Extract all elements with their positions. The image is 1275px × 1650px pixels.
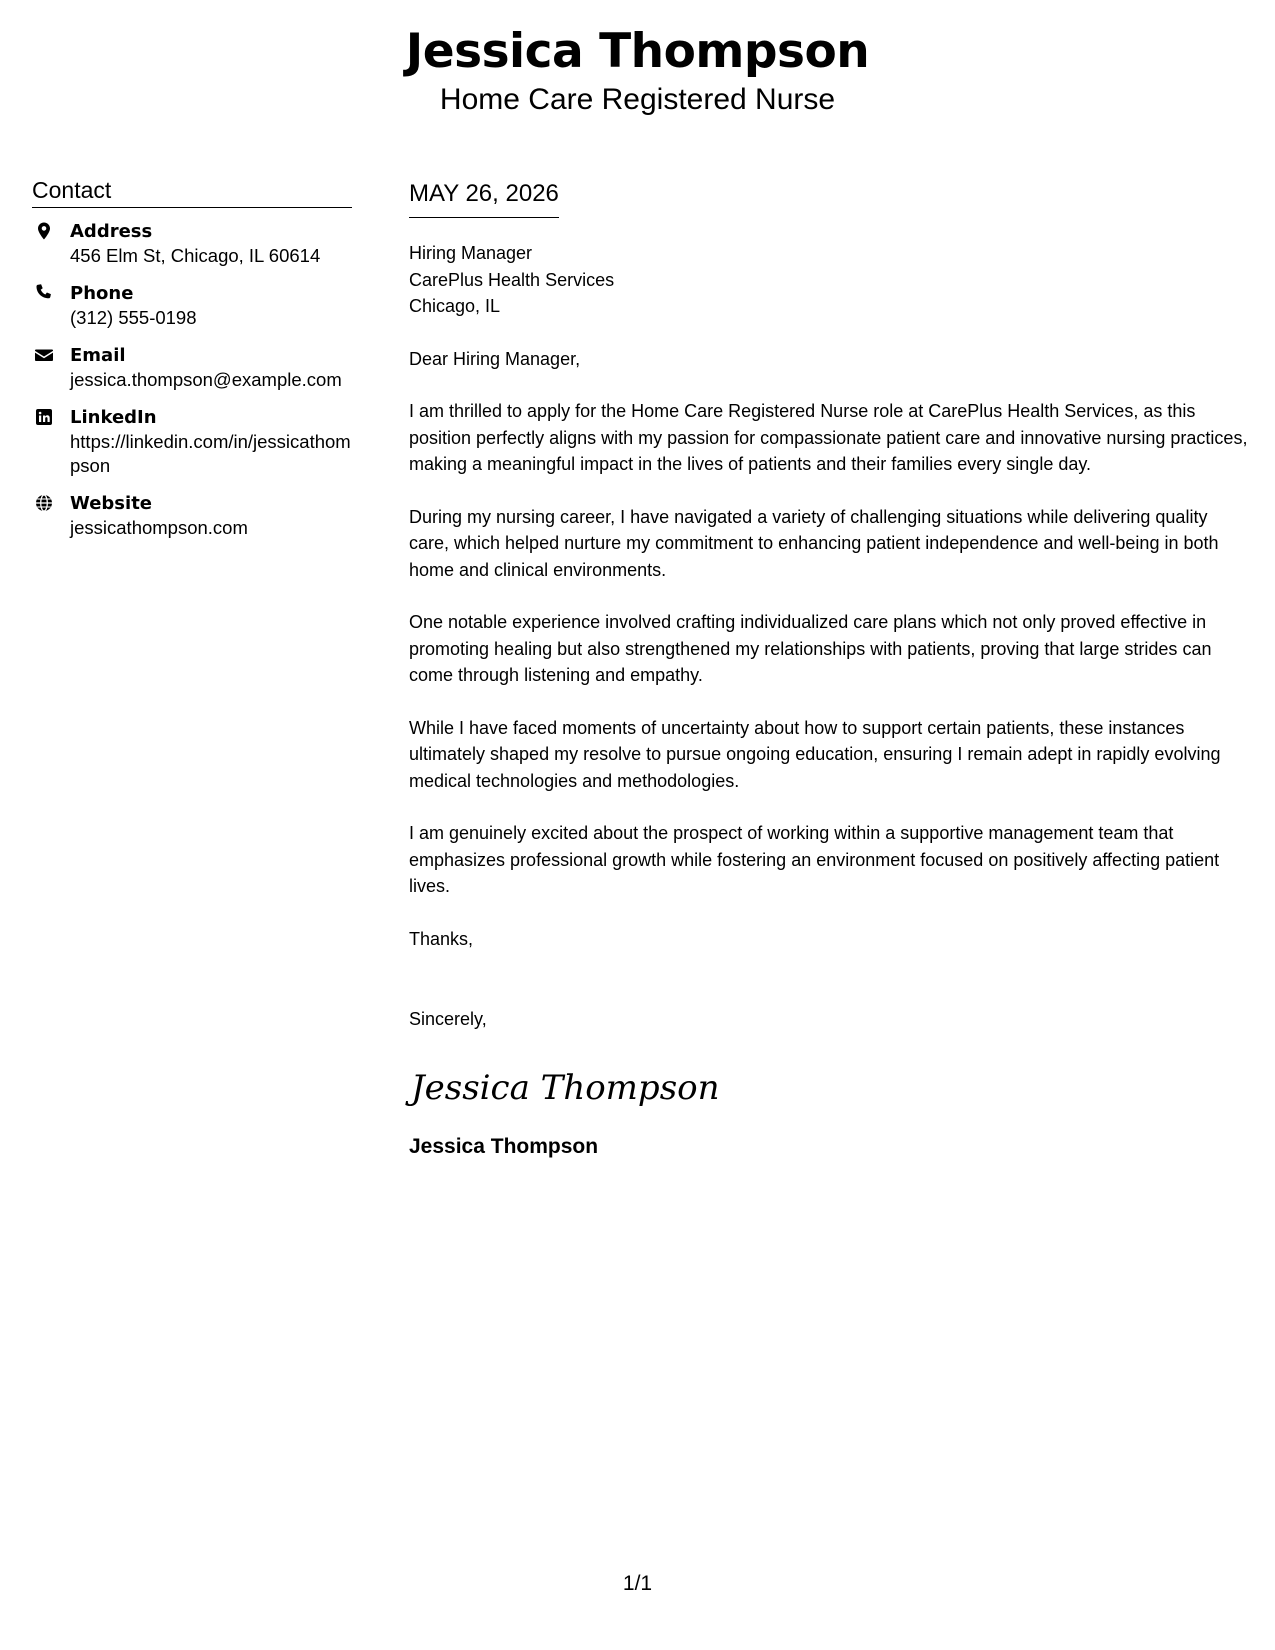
- email-value[interactable]: jessica.thompson@example.com: [70, 369, 342, 390]
- letter-paragraph: One notable experience involved crafting individualized care plans which not only proved effective in promoting healing but also strengthened my relationships with patients, proving that large strides can come through listening and empathy.: [409, 612, 1212, 685]
- cover-letter-body: [409, 178, 1249, 1161]
- contact-label: Phone: [70, 283, 134, 304]
- linkedin-value[interactable]: https://linkedin.com/in/jessicathompson: [70, 431, 351, 476]
- contact-item-phone: [32, 282, 352, 330]
- letter-paragraph: I am thrilled to apply for the Home Care Registered Nurse role at CarePlus Health Services, as this position perfectly aligns with my passion for compassionate patient care and innovative nursing practices, making a meaningful impact in the lives of patients and their families every single day.: [409, 401, 1248, 474]
- letter-signoff: Sincerely,: [409, 1009, 487, 1029]
- contact-sidebar: [32, 176, 352, 554]
- resume-header: [0, 22, 1275, 118]
- contact-list: [32, 220, 352, 540]
- linkedin-icon: [34, 407, 54, 427]
- letter-date: MAY 26, 2026: [409, 178, 559, 218]
- recipient-location: Chicago, IL: [409, 296, 501, 316]
- applicant-name: Jessica Thompson: [405, 24, 870, 79]
- contact-item-website: [32, 492, 352, 540]
- signed-name: Jessica Thompson: [409, 1134, 599, 1158]
- letter-paragraph: I am genuinely excited about the prospect of working within a supportive management team that emphasizes professional growth while fostering an environment focused on positively affecting patient lives.: [409, 823, 1220, 896]
- phone-value: (312) 555-0198: [70, 307, 197, 328]
- recipient-block: [409, 240, 1249, 320]
- handwritten-signature: [409, 1059, 720, 1119]
- globe-icon: [34, 493, 54, 513]
- contact-heading: Contact: [32, 176, 352, 208]
- recipient-title: Hiring Manager: [409, 243, 533, 263]
- signature-text: Jessica Thompson: [411, 1067, 720, 1108]
- website-value[interactable]: jessicathompson.com: [70, 517, 248, 538]
- contact-label: Address: [70, 221, 153, 242]
- signature-graphic: [409, 1059, 720, 1119]
- letter-paragraph: While I have faced moments of uncertainty about how to support certain patients, these instances ultimately shaped my resolve to pursue ongoing education, ensuring I remain adept in rapidly evolving medical technologies and methodologies.: [409, 717, 1221, 791]
- contact-label: Email: [70, 345, 126, 366]
- contact-item-address: [32, 220, 352, 268]
- letter-closing: Thanks,: [409, 928, 474, 949]
- address-value: 456 Elm St, Chicago, IL 60614: [70, 245, 321, 266]
- location-pin-icon: [34, 221, 54, 241]
- contact-label: LinkedIn: [70, 407, 157, 428]
- phone-icon: [34, 283, 54, 303]
- recipient-company: CarePlus Health Services: [409, 269, 615, 290]
- job-title: Home Care Registered Nurse: [439, 83, 836, 116]
- contact-item-email: [32, 344, 352, 392]
- letter-paragraph: During my nursing career, I have navigated a variety of challenging situations while delivering quality care, which helped nurture my commitment to enhancing patient independence and well-being in both home and clinical environments.: [409, 506, 1219, 580]
- contact-label: Website: [70, 493, 153, 514]
- page-number: 1/1: [622, 1572, 653, 1595]
- contact-item-linkedin: [32, 406, 352, 478]
- envelope-icon: [34, 345, 54, 365]
- letter-greeting: Dear Hiring Manager,: [409, 348, 581, 369]
